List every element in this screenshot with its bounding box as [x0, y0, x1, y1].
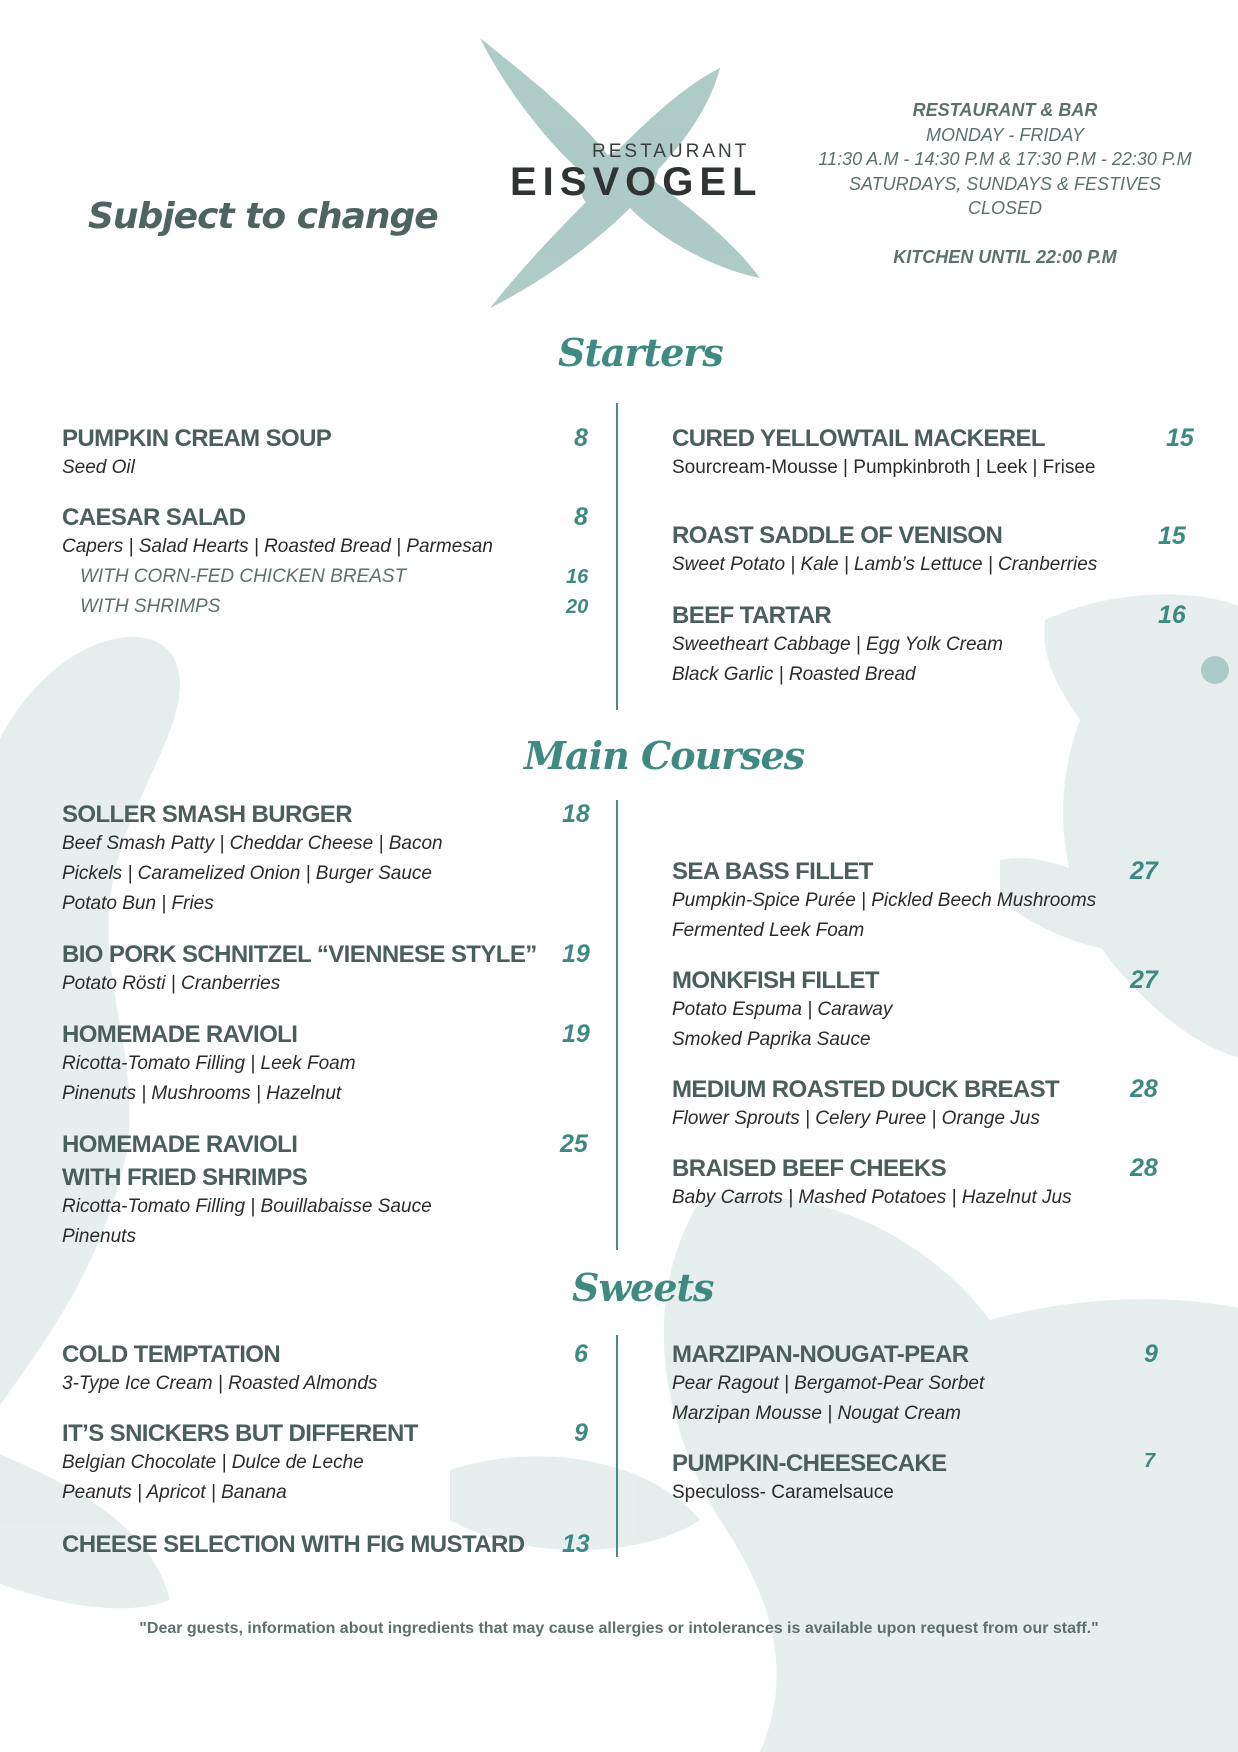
item-price: 19 — [562, 1020, 590, 1048]
section-title-main-courses: Main Courses — [524, 733, 805, 778]
column-divider — [616, 403, 618, 710]
item-name: SOLLER SMASH BURGER — [62, 801, 352, 828]
item-description: Pumpkin-Spice Purée | Pickled Beech Mushrooms — [672, 890, 1097, 911]
item-description: 3-Type Ice Cream | Roasted Almonds — [62, 1373, 378, 1394]
item-name: ROAST SADDLE OF VENISON — [672, 522, 1003, 549]
item-name: SEA BASS FILLET — [672, 858, 873, 885]
menu-item — [62, 1531, 524, 1559]
item-description: Pear Ragout | Bergamot-Pear Sorbet — [672, 1373, 985, 1394]
item-name: CURED YELLOWTAIL MACKEREL — [672, 425, 1045, 452]
item-name: BIO PORK SCHNITZEL “VIENNESE STYLE” — [62, 941, 537, 968]
menu-item — [62, 1420, 418, 1508]
hours-title: RESTAURANT & BAR — [912, 100, 1098, 120]
item-price: 18 — [562, 800, 590, 828]
menu-item — [62, 1021, 356, 1109]
item-description: Beef Smash Patty | Cheddar Cheese | Bacon — [62, 833, 443, 854]
item-description: Speculoss- Caramelsauce — [672, 1482, 894, 1503]
menu-item — [672, 1076, 1059, 1134]
item-name: CHEESE SELECTION WITH FIG MUSTARD — [62, 1531, 525, 1558]
item-description: Black Garlic | Roasted Bread — [672, 664, 916, 685]
brand-name: EISVOGEL — [510, 160, 763, 204]
item-name: MONKFISH FILLET — [672, 967, 879, 994]
item-price: 28 — [1130, 1075, 1158, 1103]
item-name: IT’S SNICKERS BUT DIFFERENT — [62, 1420, 418, 1447]
column-divider — [616, 800, 618, 1250]
hours-closed: CLOSED — [967, 198, 1043, 218]
menu-item — [62, 941, 537, 999]
item-price: 27 — [1130, 857, 1158, 885]
item-name: COLD TEMPTATION — [62, 1341, 281, 1368]
item-description: Ricotta-Tomato Filling | Leek Foam — [62, 1053, 356, 1074]
hours-closed-days: SATURDAYS, SUNDAYS & FESTIVES — [848, 173, 1162, 194]
item-description: Belgian Chocolate | Dulce de Leche — [62, 1452, 364, 1473]
item-description: Sourcream-Mousse | Pumpkinbroth | Leek | Frisee — [672, 457, 1096, 478]
menu-item — [672, 1341, 984, 1429]
item-description: Potato Espuma | Caraway — [672, 999, 893, 1020]
item-name: BEEF TARTAR — [672, 602, 832, 629]
menu-item — [62, 1341, 377, 1399]
item-price: 27 — [1130, 966, 1158, 994]
item-price: 7 — [1144, 1450, 1156, 1472]
section-title-starters: Starters — [558, 330, 723, 375]
menu-item — [672, 858, 1096, 946]
item-description: Capers | Salad Hearts | Roasted Bread | Parmesan — [62, 536, 493, 557]
item-description: Potato Rösti | Cranberries — [62, 973, 281, 994]
item-price: 19 — [562, 940, 590, 968]
item-name: PUMPKIN-CHEESECAKE — [672, 1450, 947, 1477]
menu-item — [672, 522, 1097, 580]
menu-item — [672, 1450, 947, 1508]
addon-label: WITH CORN-FED CHICKEN BREAST — [80, 566, 407, 587]
item-price: 25 — [560, 1130, 588, 1158]
item-name: HOMEMADE RAVIOLI — [62, 1131, 298, 1158]
item-description: Pinenuts — [62, 1226, 136, 1247]
hours-times: 11:30 A.M - 14:30 P.M & 17:30 P.M - 22:30 P.M — [818, 149, 1192, 169]
item-name: HOMEMADE RAVIOLI — [62, 1021, 298, 1048]
item-description: Potato Bun | Fries — [62, 893, 214, 914]
item-name: PUMPKIN CREAM SOUP — [62, 425, 332, 452]
menu-item — [62, 801, 443, 919]
item-description: Smoked Paprika Sauce — [672, 1029, 871, 1050]
item-description: Seed Oil — [62, 457, 135, 478]
addon-price: 20 — [566, 596, 589, 618]
item-description: Marzipan Mousse | Nougat Cream — [672, 1403, 961, 1424]
menu-item — [672, 602, 1003, 690]
item-price: 9 — [1144, 1340, 1158, 1368]
item-description: Pinenuts | Mushrooms | Hazelnut — [62, 1083, 342, 1104]
item-name: CAESAR SALAD — [62, 504, 246, 531]
item-description: Ricotta-Tomato Filling | Bouillabaisse Sauce — [62, 1196, 432, 1217]
item-description: Pickels | Caramelized Onion | Burger Sauce — [62, 863, 432, 884]
hours-days: MONDAY - FRIDAY — [925, 124, 1084, 145]
menu-item — [62, 1131, 432, 1252]
menu-item — [672, 425, 1095, 483]
item-description: Baby Carrots | Mashed Potatoes | Hazelnut Jus — [672, 1187, 1072, 1208]
kitchen-hours: KITCHEN UNTIL 22:00 P.M — [893, 246, 1117, 267]
item-description: Fermented Leek Foam — [672, 920, 865, 941]
item-price: 28 — [1130, 1154, 1158, 1182]
menu-item — [672, 1155, 1072, 1213]
section-title-sweets: Sweets — [572, 1265, 714, 1310]
item-name: MEDIUM ROASTED DUCK BREAST — [672, 1076, 1060, 1103]
item-price: 15 — [1158, 522, 1186, 550]
item-description: Flower Sprouts | Celery Puree | Orange Jus — [672, 1108, 1040, 1129]
subject-to-change-note: Subject to change — [88, 196, 438, 237]
opening-hours — [800, 98, 1210, 269]
menu-item — [62, 504, 493, 562]
item-name: MARZIPAN-NOUGAT-PEAR — [672, 1341, 969, 1368]
item-description: Peanuts | Apricot | Banana — [62, 1482, 287, 1503]
menu-item — [672, 967, 892, 1055]
item-description: Sweetheart Cabbage | Egg Yolk Cream — [672, 634, 1003, 655]
item-price: 8 — [574, 424, 588, 452]
allergy-notice: "Dear guests, information about ingredients that may cause allergies or intolerances is available upon request from our staff." — [139, 1620, 1099, 1637]
menu-item — [62, 425, 331, 483]
item-name: BRAISED BEEF CHEEKS — [672, 1155, 946, 1182]
item-price: 6 — [574, 1340, 588, 1368]
item-price: 13 — [562, 1530, 590, 1558]
item-description: Sweet Potato | Kale | Lamb’s Lettuce | Cranberries — [672, 554, 1098, 575]
item-price: 8 — [574, 503, 588, 531]
item-price: 16 — [1158, 601, 1186, 629]
brand-subtitle: RESTAURANT — [592, 141, 750, 162]
addon-label: WITH SHRIMPS — [80, 596, 221, 617]
item-price: 15 — [1166, 424, 1194, 452]
column-divider — [616, 1335, 618, 1557]
item-name-line2: WITH FRIED SHRIMPS — [62, 1164, 308, 1191]
addon-price: 16 — [566, 566, 589, 588]
item-price: 9 — [574, 1419, 588, 1447]
